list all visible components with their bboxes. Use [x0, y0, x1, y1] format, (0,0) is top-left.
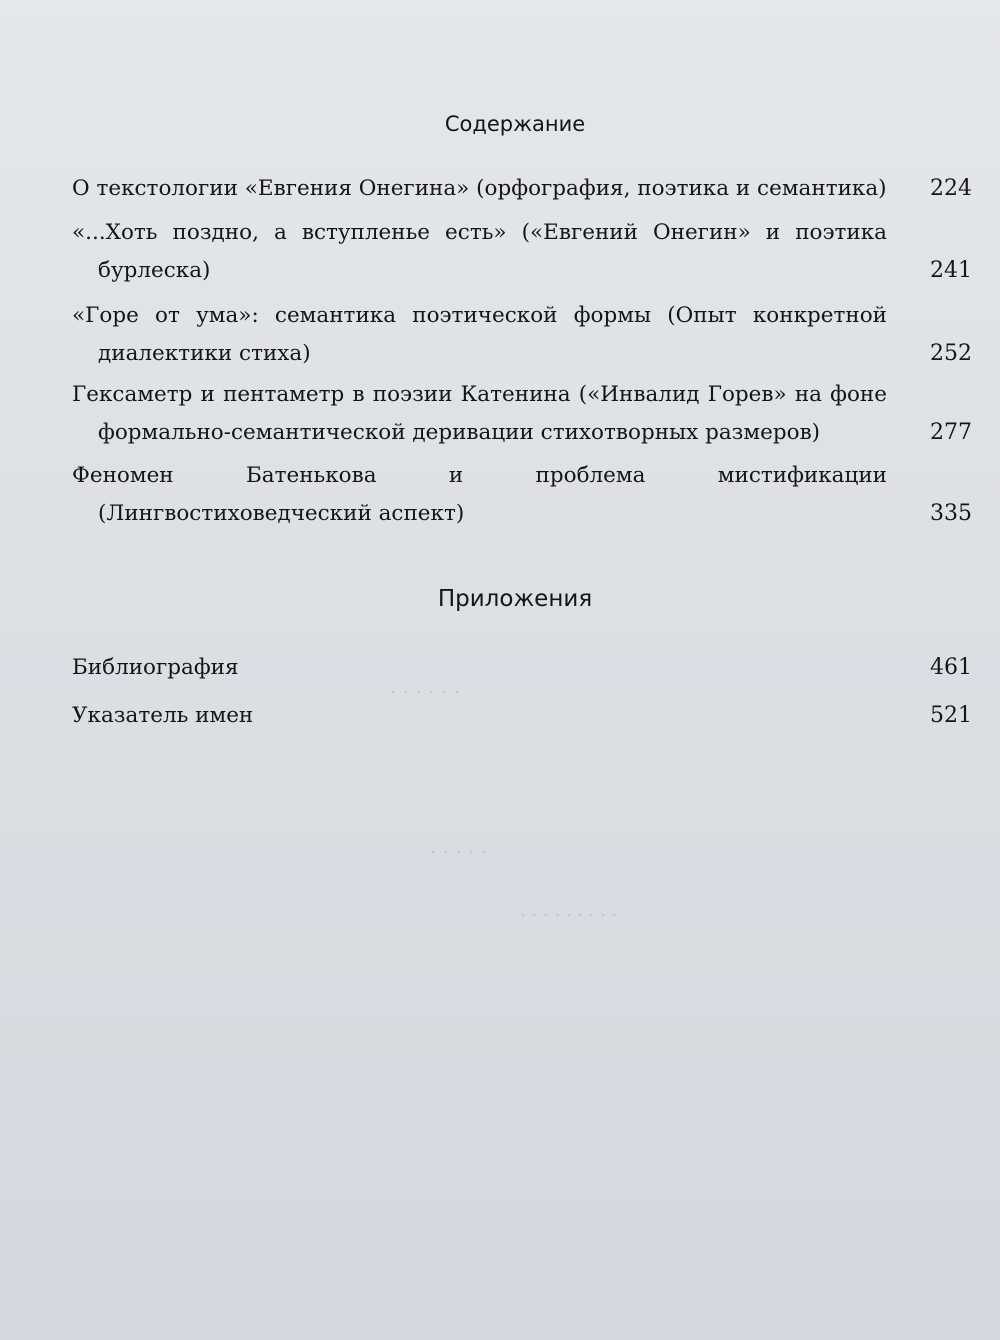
toc-entry[interactable]: [72, 214, 972, 290]
appendix-entry-page: 461: [930, 655, 972, 680]
toc-entry[interactable]: [72, 297, 972, 373]
toc-entry-title: Феномен Батенькова и проблема мистификации (Лингвостиховедческий аспект): [72, 463, 887, 526]
bleed-through-text: · · · · · ·: [390, 680, 460, 704]
toc-entry-title: О текстологии «Евгения Онегина» (орфография, поэтика и семантика): [72, 176, 887, 201]
bleed-through-text: · · · · · · · · ·: [520, 905, 618, 926]
toc-entry-page: 252: [930, 341, 972, 366]
toc-entry-page: 277: [930, 420, 972, 445]
contents-heading: Содержание: [444, 112, 586, 136]
appendix-entry[interactable]: [72, 697, 972, 735]
appendix-entry-title: Указатель имен: [72, 703, 254, 728]
toc-entry[interactable]: [72, 376, 972, 452]
toc-entry[interactable]: [72, 457, 972, 533]
toc-entry-title: Гексаметр и пентаметр в поэзии Катенина («Инвалид Горев» на фоне формально-семантической деривации стихотворных размеров): [72, 382, 887, 445]
appendix-entry[interactable]: [72, 649, 972, 687]
toc-entry[interactable]: [72, 170, 972, 208]
toc-entry-title: «Горе от ума»: семантика поэтической формы (Опыт конкретной диалектики стиха): [72, 303, 887, 366]
toc-entry-page: 241: [930, 258, 972, 283]
toc-entry-title: «...Хоть поздно, а вступленье есть» («Евгений Онегин» и поэтика бурлеска): [72, 220, 887, 283]
bleed-through-text: · · · · ·: [430, 840, 488, 864]
appendix-entry-page: 521: [930, 703, 972, 728]
toc-entry-page: 224: [930, 176, 972, 201]
appendix-entry-title: Библиография: [72, 655, 239, 680]
toc-entry-page: 335: [930, 501, 972, 526]
appendix-heading: Приложения: [437, 586, 593, 612]
